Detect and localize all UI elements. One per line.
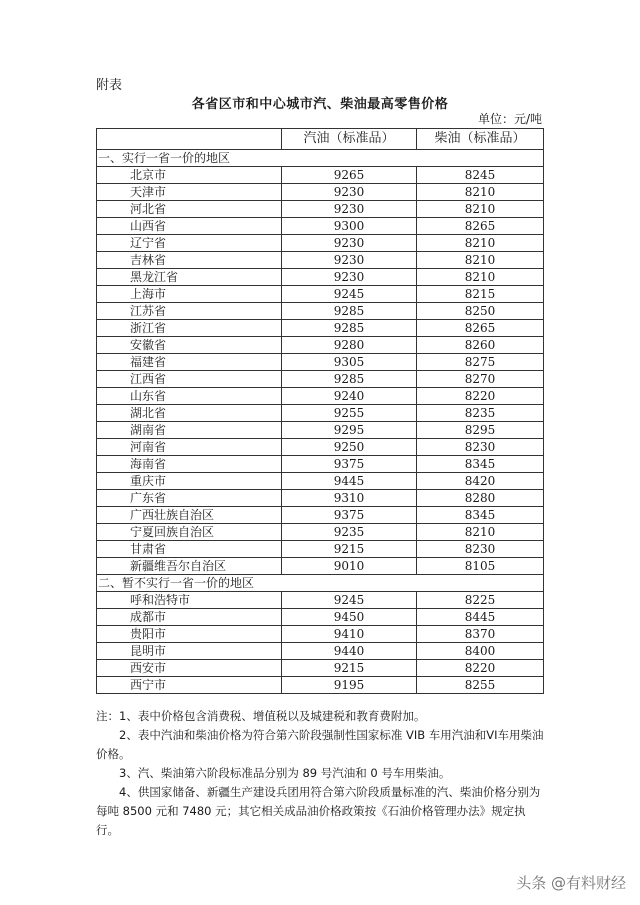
diesel-price-cell: 8250 xyxy=(417,303,544,320)
gasoline-price-cell: 9440 xyxy=(282,643,417,660)
table-row xyxy=(97,252,544,269)
gasoline-price-cell: 9300 xyxy=(282,218,417,235)
table-row xyxy=(97,490,544,507)
region-cell: 河北省 xyxy=(97,201,282,218)
gasoline-price-cell: 9410 xyxy=(282,626,417,643)
diesel-price-cell: 8210 xyxy=(417,235,544,252)
gasoline-price-cell: 9235 xyxy=(282,524,417,541)
table-row xyxy=(97,354,544,371)
note-3: 3、汽、柴油第六阶段标准品分别为 89 号汽油和 0 号车用柴油。 xyxy=(119,766,451,780)
gasoline-price-cell: 9450 xyxy=(282,609,417,626)
region-cell: 湖南省 xyxy=(97,422,282,439)
diesel-price-cell: 8400 xyxy=(417,643,544,660)
diesel-price-cell: 8210 xyxy=(417,201,544,218)
diesel-price-cell: 8275 xyxy=(417,354,544,371)
diesel-price-cell: 8210 xyxy=(417,524,544,541)
section-label: 二、暂不实行一省一价的地区 xyxy=(97,575,544,592)
gasoline-price-cell: 9375 xyxy=(282,456,417,473)
table-row xyxy=(97,541,544,558)
region-cell: 黑龙江省 xyxy=(97,269,282,286)
diesel-price-cell: 8210 xyxy=(417,269,544,286)
diesel-price-cell: 8295 xyxy=(417,422,544,439)
gasoline-price-cell: 9445 xyxy=(282,473,417,490)
region-cell: 吉林省 xyxy=(97,252,282,269)
gasoline-price-cell: 9250 xyxy=(282,439,417,456)
table-row xyxy=(97,286,544,303)
table-row xyxy=(97,337,544,354)
gasoline-price-cell: 9230 xyxy=(282,269,417,286)
price-table xyxy=(96,128,544,694)
table-row xyxy=(97,524,544,541)
diesel-price-cell: 8445 xyxy=(417,609,544,626)
diesel-price-cell: 8225 xyxy=(417,592,544,609)
unit-label: 单位：元/吨 xyxy=(477,112,542,126)
diesel-price-cell: 8220 xyxy=(417,388,544,405)
diesel-price-cell: 8265 xyxy=(417,320,544,337)
table-row xyxy=(97,388,544,405)
region-cell: 重庆市 xyxy=(97,473,282,490)
region-cell: 呼和浩特市 xyxy=(97,592,282,609)
diesel-price-cell: 8420 xyxy=(417,473,544,490)
diesel-price-cell: 8370 xyxy=(417,626,544,643)
table-row xyxy=(97,677,544,694)
note-1: 注：1、表中价格包含消费税、增值税以及城建税和教育费附加。 xyxy=(96,709,426,723)
diesel-price-cell: 8265 xyxy=(417,218,544,235)
region-cell: 甘肃省 xyxy=(97,541,282,558)
table-row xyxy=(97,303,544,320)
diesel-price-cell: 8210 xyxy=(417,252,544,269)
gasoline-price-cell: 9215 xyxy=(282,541,417,558)
gasoline-price-cell: 9230 xyxy=(282,184,417,201)
diesel-price-cell: 8255 xyxy=(417,677,544,694)
region-cell: 辽宁省 xyxy=(97,235,282,252)
diesel-price-cell: 8235 xyxy=(417,405,544,422)
section-label: 一、实行一省一价的地区 xyxy=(97,150,544,167)
region-cell: 西安市 xyxy=(97,660,282,677)
diesel-price-cell: 8105 xyxy=(417,558,544,575)
table-row xyxy=(97,184,544,201)
gasoline-price-cell: 9265 xyxy=(282,167,417,184)
table-row xyxy=(97,643,544,660)
note-4: 4、供国家储备、新疆生产建设兵团用符合第六阶段质量标准的汽、柴油价格分别为每吨 8500 元和 7480 元；其它相关成品油价格政策按《石油价格管理办法》规定执行。 xyxy=(96,785,541,837)
gasoline-price-cell: 9285 xyxy=(282,303,417,320)
region-cell: 安徽省 xyxy=(97,337,282,354)
region-cell: 江苏省 xyxy=(97,303,282,320)
region-cell: 昆明市 xyxy=(97,643,282,660)
gasoline-price-cell: 9295 xyxy=(282,422,417,439)
region-cell: 山西省 xyxy=(97,218,282,235)
table-body xyxy=(97,150,544,694)
document-title: 各省区市和中心城市汽、柴油最高零售价格 xyxy=(191,97,449,112)
gasoline-price-cell: 9230 xyxy=(282,201,417,218)
region-cell: 浙江省 xyxy=(97,320,282,337)
region-cell: 海南省 xyxy=(97,456,282,473)
table-row xyxy=(97,269,544,286)
table-row xyxy=(97,609,544,626)
gasoline-price-cell: 9255 xyxy=(282,405,417,422)
diesel-price-cell: 8345 xyxy=(417,507,544,524)
table-row xyxy=(97,558,544,575)
region-cell: 河南省 xyxy=(97,439,282,456)
gasoline-price-cell: 9310 xyxy=(282,490,417,507)
region-cell: 福建省 xyxy=(97,354,282,371)
table-row xyxy=(97,660,544,677)
section-row xyxy=(97,150,544,167)
diesel-price-cell: 8210 xyxy=(417,184,544,201)
diesel-price-cell: 8220 xyxy=(417,660,544,677)
diesel-price-cell: 8215 xyxy=(417,286,544,303)
gasoline-price-cell: 9230 xyxy=(282,235,417,252)
diesel-column-header: 柴油（标准品） xyxy=(417,129,544,150)
gasoline-price-cell: 9195 xyxy=(282,677,417,694)
table-row xyxy=(97,439,544,456)
gasoline-price-cell: 9280 xyxy=(282,337,417,354)
region-cell: 贵阳市 xyxy=(97,626,282,643)
region-cell: 成都市 xyxy=(97,609,282,626)
table-row xyxy=(97,235,544,252)
diesel-price-cell: 8245 xyxy=(417,167,544,184)
diesel-price-cell: 8280 xyxy=(417,490,544,507)
table-row xyxy=(97,320,544,337)
diesel-price-cell: 8345 xyxy=(417,456,544,473)
region-cell: 宁夏回族自治区 xyxy=(97,524,282,541)
gasoline-price-cell: 9215 xyxy=(282,660,417,677)
diesel-price-cell: 8270 xyxy=(417,371,544,388)
gasoline-price-cell: 9230 xyxy=(282,252,417,269)
gasoline-price-cell: 9285 xyxy=(282,320,417,337)
region-cell: 山东省 xyxy=(97,388,282,405)
table-header-row xyxy=(97,129,544,150)
table-row xyxy=(97,371,544,388)
gasoline-price-cell: 9375 xyxy=(282,507,417,524)
source-watermark: 头条 @有料财经 xyxy=(516,874,626,892)
region-cell: 广西壮族自治区 xyxy=(97,507,282,524)
table-row xyxy=(97,592,544,609)
diesel-price-cell: 8230 xyxy=(417,541,544,558)
gasoline-column-header: 汽油（标准品） xyxy=(282,129,417,150)
region-cell: 广东省 xyxy=(97,490,282,507)
table-row xyxy=(97,405,544,422)
table-row xyxy=(97,507,544,524)
table-row xyxy=(97,218,544,235)
region-cell: 江西省 xyxy=(97,371,282,388)
section-row xyxy=(97,575,544,592)
table-row xyxy=(97,167,544,184)
region-cell: 上海市 xyxy=(97,286,282,303)
diesel-price-cell: 8260 xyxy=(417,337,544,354)
appendix-label: 附表 xyxy=(96,78,123,93)
region-cell: 西宁市 xyxy=(97,677,282,694)
gasoline-price-cell: 9010 xyxy=(282,558,417,575)
region-cell: 湖北省 xyxy=(97,405,282,422)
table-row xyxy=(97,422,544,439)
gasoline-price-cell: 9285 xyxy=(282,371,417,388)
gasoline-price-cell: 9240 xyxy=(282,388,417,405)
region-column-header xyxy=(97,129,282,150)
table-row xyxy=(97,201,544,218)
gasoline-price-cell: 9305 xyxy=(282,354,417,371)
table-row xyxy=(97,456,544,473)
gasoline-price-cell: 9245 xyxy=(282,286,417,303)
table-row xyxy=(97,473,544,490)
diesel-price-cell: 8230 xyxy=(417,439,544,456)
region-cell: 天津市 xyxy=(97,184,282,201)
notes-section xyxy=(96,707,548,840)
gasoline-price-cell: 9245 xyxy=(282,592,417,609)
table-row xyxy=(97,626,544,643)
note-2: 2、表中汽油和柴油价格为符合第六阶段强制性国家标准 VIB 车用汽油和VI车用柴油价格。 xyxy=(96,728,544,761)
region-cell: 新疆维吾尔自治区 xyxy=(97,558,282,575)
region-cell: 北京市 xyxy=(97,167,282,184)
